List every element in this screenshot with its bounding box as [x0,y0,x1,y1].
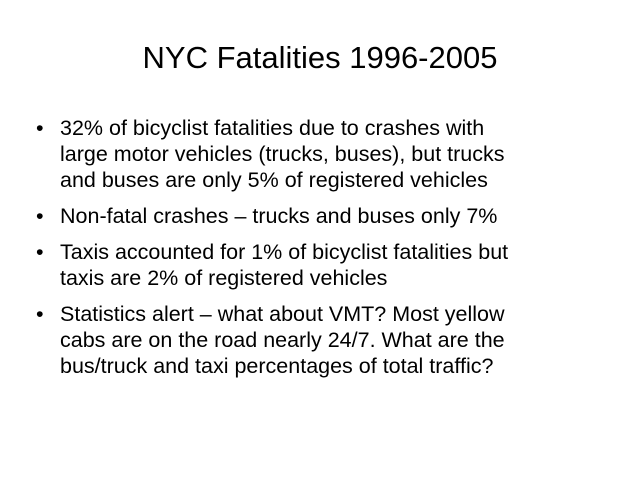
bullet-text-line: Taxis accounted for 1% of bicyclist fatalities but [60,240,509,264]
bullet-item [36,239,616,291]
bullet-text-line: large motor vehicles (trucks, buses), but trucks [60,142,505,166]
bullet-item [36,301,616,379]
bullet-text-line: bus/truck and taxi percentages of total traffic? [60,354,494,378]
bullet-text-line: Statistics alert – what about VMT? Most yellow [60,302,505,326]
bullet-item [36,115,616,193]
bullet-text-line: Non-fatal crashes – trucks and buses only 7% [60,204,498,228]
bullet-dot-icon: • [36,204,44,228]
bullet-item [36,203,616,229]
bullet-list [36,115,616,389]
bullet-dot-icon: • [36,240,44,264]
bullet-text-line: 32% of bicyclist fatalities due to crashes with [60,116,485,140]
slide-title: NYC Fatalities 1996-2005 [142,40,498,75]
bullet-text-line: taxis are 2% of registered vehicles [60,266,388,290]
bullet-dot-icon: • [36,302,44,326]
bullet-dot-icon: • [36,116,44,140]
bullet-text-line: and buses are only 5% of registered vehicles [60,168,488,192]
bullet-text-line: cabs are on the road nearly 24/7. What are the [60,328,505,352]
